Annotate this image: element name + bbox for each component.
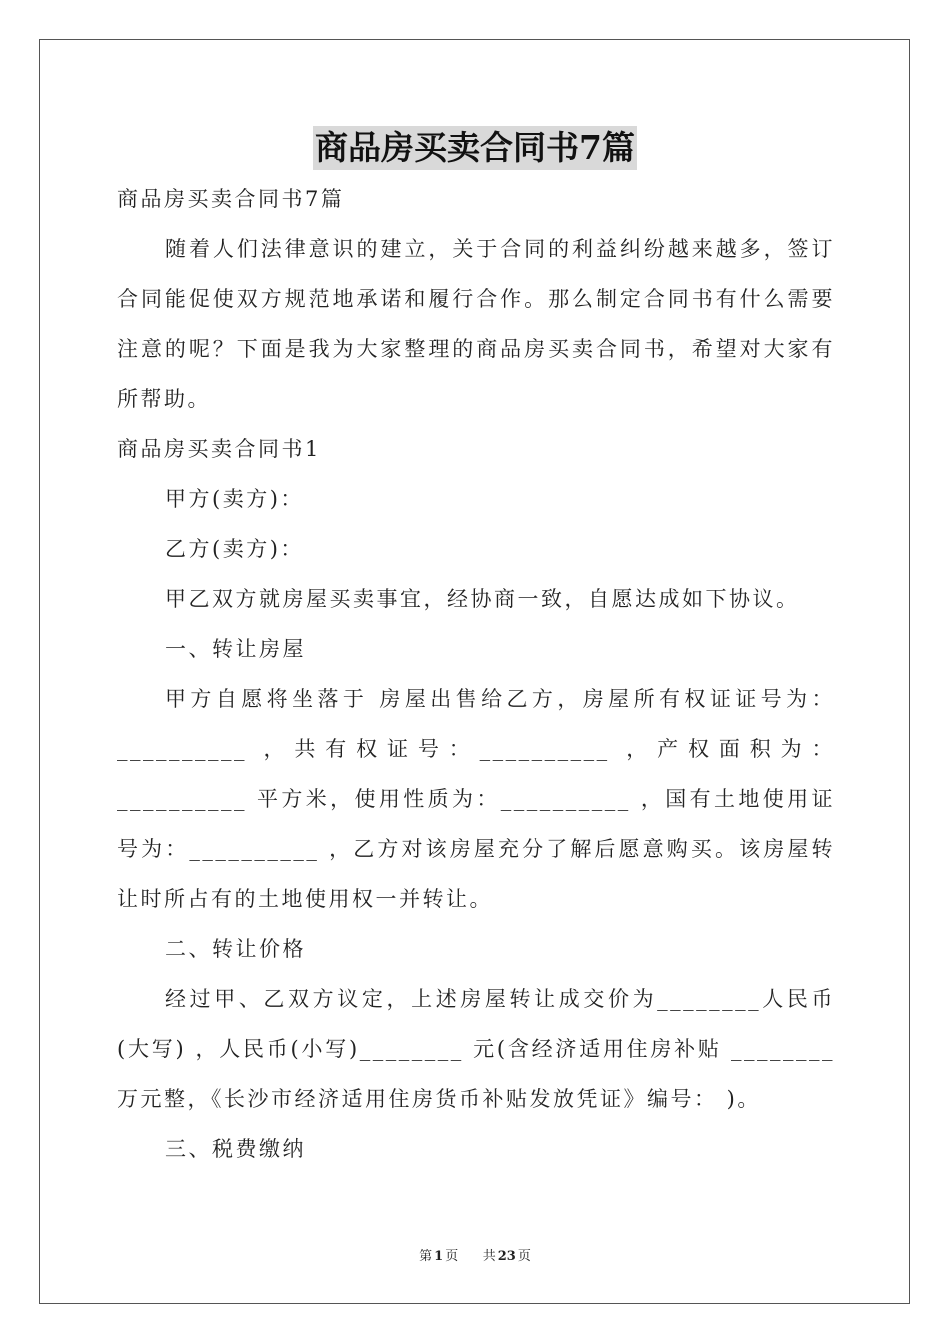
document-title: 商品房买卖合同书7篇 <box>313 126 637 170</box>
agreement-paragraph: 甲乙双方就房屋买卖事宜，经协商一致，自愿达成如下协议。 <box>165 587 800 611</box>
total-pages-indicator <box>481 1249 533 1264</box>
total-suffix: 页 <box>517 1249 531 1264</box>
page-indicator <box>417 1249 460 1264</box>
transfer-paragraph: 甲方自愿将坐落于 房屋出售给乙方，房屋所有权证证号为：__________ ，共有权证号：__________ ，产权面积为：__________ 平方米，使用性质为：__________ ，国有土地使用证号为：__________ ，乙方对该房屋充分了解后愿意购买。该房屋转让时所占有的土地使用权一并转让。 <box>117 687 835 911</box>
price-paragraph: 经过甲、乙双方议定，上述房屋转让成交价为________人民币(大写) ，人民币(小写)________ 元(含经济适用住房补贴 ________万元整，《长沙市经济适用住房货币补贴发放凭证》编号： )。 <box>117 987 835 1111</box>
total-prefix: 共 <box>482 1249 496 1264</box>
section-heading-tax: 三、税费缴纳 <box>165 1137 306 1161</box>
contract-heading: 商品房买卖合同书1 <box>117 437 321 461</box>
section-heading-transfer: 一、转让房屋 <box>165 637 306 661</box>
page-suffix: 页 <box>445 1249 459 1264</box>
page-prefix: 第 <box>419 1249 433 1264</box>
page-footer <box>0 1245 950 1264</box>
party-a-line: 甲方(卖方)： <box>165 487 304 511</box>
intro-paragraph: 随着人们法律意识的建立，关于合同的利益纠纷越来越多，签订合同能促使双方规范地承诺和履行合作。那么制定合同书有什么需要注意的呢？下面是我为大家整理的商品房买卖合同书，希望对大家有所帮助。 <box>117 237 835 411</box>
document-body <box>117 174 835 1174</box>
page-number: 1 <box>434 1249 444 1264</box>
party-b-line: 乙方(卖方)： <box>165 537 304 561</box>
section-heading-price: 二、转让价格 <box>165 937 306 961</box>
total-pages: 23 <box>497 1249 516 1264</box>
title-container <box>0 126 950 170</box>
subtitle-paragraph: 商品房买卖合同书7篇 <box>117 187 345 211</box>
